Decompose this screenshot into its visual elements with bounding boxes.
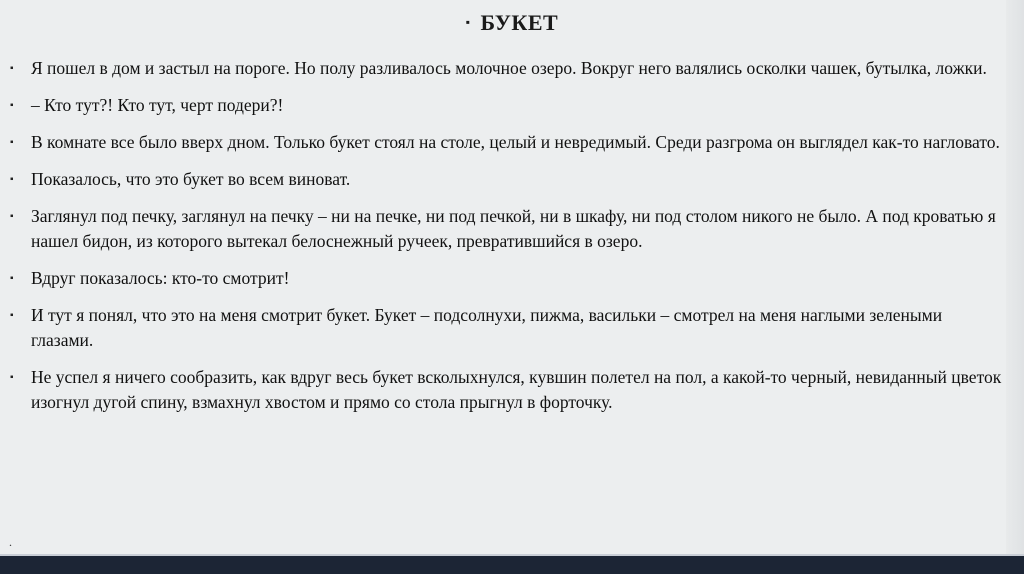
title-bullet-icon: ▪ — [465, 15, 471, 30]
slide-title-text: БУКЕТ — [480, 10, 559, 35]
bullet-icon: ▪ — [10, 174, 14, 185]
paragraph-text: Показалось, что это букет во всем виноват. — [31, 169, 351, 189]
right-edge-band — [1006, 0, 1024, 574]
bullet-icon: ▪ — [10, 137, 14, 148]
footer-bar — [0, 556, 1024, 574]
list-item — [10, 365, 1005, 415]
list-item — [10, 303, 1005, 353]
list-item — [10, 130, 1005, 155]
paragraph-text: Не успел я ничего сообразить, как вдруг весь букет всколыхнулся, кувшин полетел на пол, а какой-то черный, невиданный цветок изогнул дугой спину, взмахнул хвостом и прямо со стола прыгнул в форточку. — [31, 367, 1002, 412]
bullet-icon: ▪ — [10, 273, 14, 284]
paragraph-text: Я пошел в дом и застыл на пороге. Но полу разливалось молочное озеро. Вокруг него валялись осколки чашек, бутылка, ложки. — [31, 58, 987, 78]
list-item — [10, 266, 1005, 291]
bullet-icon: ▪ — [10, 310, 14, 321]
paragraph-text: В комнате все было вверх дном. Только букет стоял на столе, целый и невредимый. Среди разгрома он выглядел как-то нагловато. — [31, 132, 1000, 152]
trailing-mark: . — [9, 535, 12, 549]
slide-title — [0, 10, 1024, 36]
list-item — [10, 167, 1005, 192]
paragraph-text: Заглянул под печку, заглянул на печку – ни на печке, ни под печкой, ни в шкафу, ни под столом никого не было. А под кроватью я нашел бидон, из которого вытекал белоснежный ручеек, превратившийся в озеро. — [31, 206, 996, 251]
bullet-icon: ▪ — [10, 372, 14, 383]
paragraph-text: – Кто тут?! Кто тут, черт подери?! — [31, 95, 284, 115]
bullet-list — [10, 56, 1005, 427]
list-item — [10, 93, 1005, 118]
list-item — [10, 56, 1005, 81]
bullet-icon: ▪ — [10, 63, 14, 74]
bullet-icon: ▪ — [10, 100, 14, 111]
paragraph-text: И тут я понял, что это на меня смотрит букет. Букет – подсолнухи, пижма, васильки – смотрел на меня наглыми зелеными глазами. — [31, 305, 943, 350]
paragraph-text: Вдруг показалось: кто-то смотрит! — [31, 268, 290, 288]
list-item — [10, 204, 1005, 254]
bullet-icon: ▪ — [10, 211, 14, 222]
